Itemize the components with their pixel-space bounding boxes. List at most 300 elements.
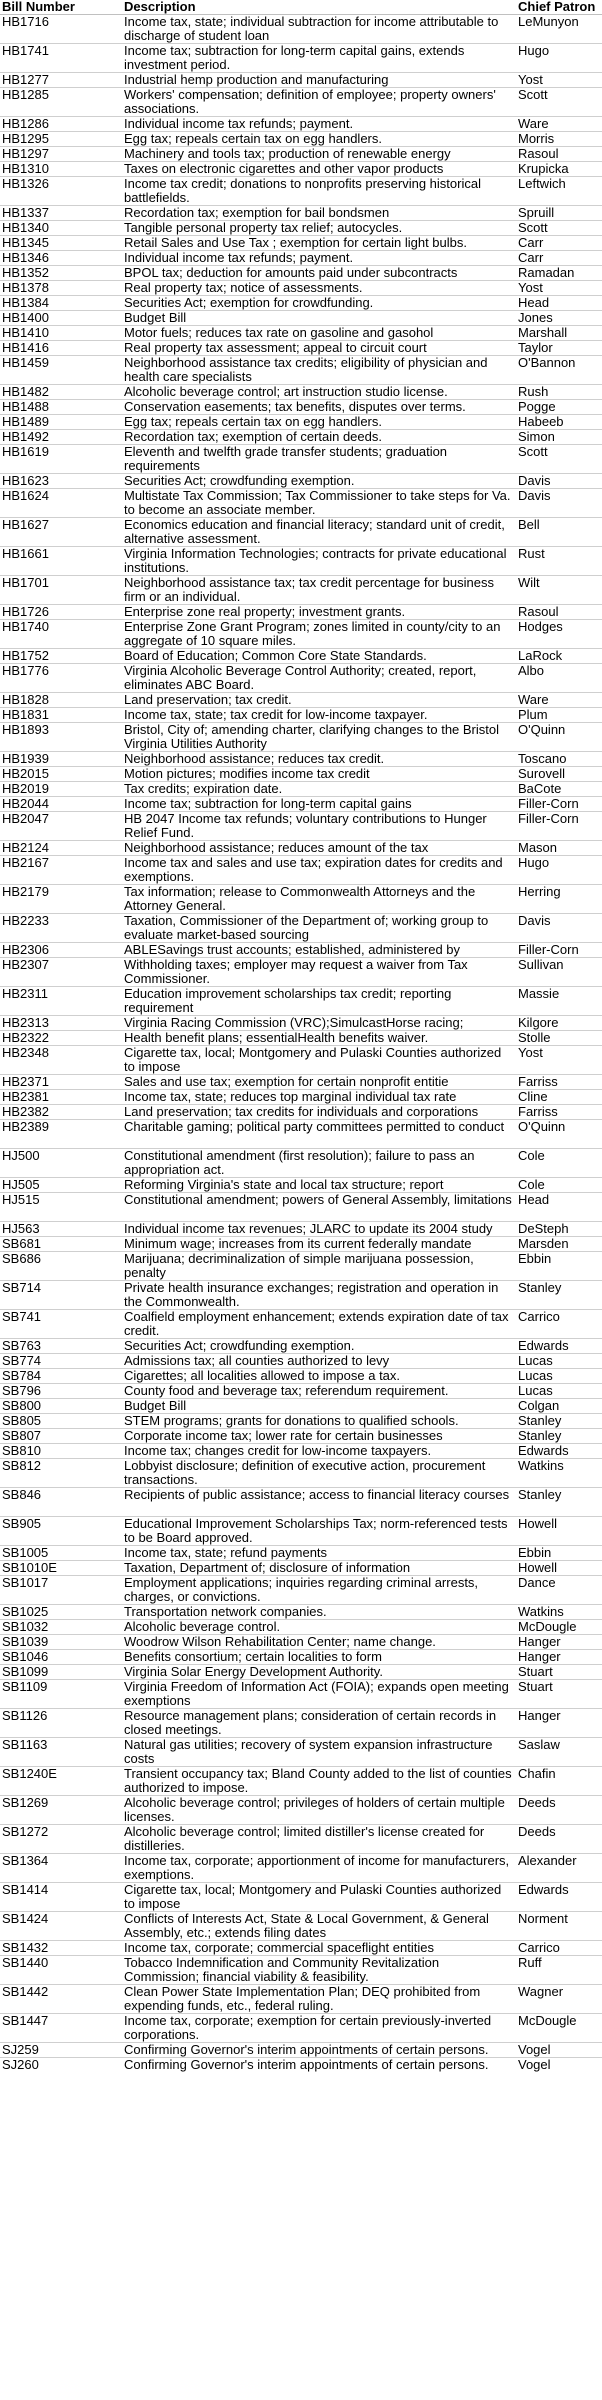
- chief-patron-cell: Yost: [516, 73, 602, 88]
- chief-patron-cell: Rasoul: [516, 605, 602, 620]
- description-cell: Multistate Tax Commission; Tax Commissioner to take steps for Va. to become an associate member.: [122, 489, 516, 518]
- table-row: [0, 856, 602, 885]
- bill-number-cell: SB1126: [0, 1709, 122, 1738]
- bill-number-cell: SB714: [0, 1281, 122, 1310]
- description-cell: Transient occupancy tax; Bland County added to the list of counties authorized to impose.: [122, 1767, 516, 1796]
- bill-number-cell: HB1340: [0, 221, 122, 236]
- table-row: [0, 1310, 602, 1339]
- description-cell: Tax credits; expiration date.: [122, 782, 516, 797]
- chief-patron-cell: Hanger: [516, 1709, 602, 1738]
- description-cell: Resource management plans; consideration of certain records in closed meetings.: [122, 1709, 516, 1738]
- table-row: [0, 356, 602, 385]
- table-row: [0, 1075, 602, 1090]
- chief-patron-cell: Davis: [516, 914, 602, 943]
- table-row: [0, 547, 602, 576]
- bill-number-cell: HB1831: [0, 708, 122, 723]
- table-row: [0, 430, 602, 445]
- chief-patron-cell: Sullivan: [516, 958, 602, 987]
- description-cell: Charitable gaming; political party committees permitted to conduct: [122, 1120, 516, 1149]
- description-cell: Egg tax; repeals certain tax on egg handlers.: [122, 415, 516, 430]
- bill-number-cell: SB681: [0, 1237, 122, 1252]
- description-cell: Constitutional amendment (first resolution); failure to pass an appropriation act.: [122, 1149, 516, 1178]
- description-cell: Board of Education; Common Core State Standards.: [122, 649, 516, 664]
- chief-patron-cell: Kilgore: [516, 1016, 602, 1031]
- bill-number-cell: SB800: [0, 1399, 122, 1414]
- description-cell: Motion pictures; modifies income tax credit: [122, 767, 516, 782]
- bill-number-cell: HB2322: [0, 1031, 122, 1046]
- chief-patron-cell: Stanley: [516, 1281, 602, 1310]
- chief-patron-cell: Ruff: [516, 1956, 602, 1985]
- table-row: [0, 1680, 602, 1709]
- chief-patron-cell: Yost: [516, 1046, 602, 1075]
- description-cell: ABLESavings trust accounts; established, administered by: [122, 943, 516, 958]
- description-cell: Land preservation; tax credits for individuals and corporations: [122, 1105, 516, 1120]
- bill-number-cell: HB1619: [0, 445, 122, 474]
- bill-number-cell: HB1345: [0, 236, 122, 251]
- chief-patron-cell: Morris: [516, 132, 602, 147]
- bill-number-cell: HB1337: [0, 206, 122, 221]
- bill-number-cell: HJ505: [0, 1178, 122, 1193]
- bill-number-cell: SB1272: [0, 1825, 122, 1854]
- description-cell: Confirming Governor's interim appointments of certain persons.: [122, 2058, 516, 2073]
- table-row: [0, 1635, 602, 1650]
- table-row: [0, 1237, 602, 1252]
- description-cell: BPOL tax; deduction for amounts paid under subcontracts: [122, 266, 516, 281]
- table-row: [0, 1339, 602, 1354]
- table-row: [0, 2043, 602, 2058]
- chief-patron-cell: Watkins: [516, 1459, 602, 1488]
- table-row: [0, 1709, 602, 1738]
- description-cell: Taxation, Department of; disclosure of information: [122, 1561, 516, 1576]
- bill-number-cell: SB805: [0, 1414, 122, 1429]
- table-row: [0, 162, 602, 177]
- chief-patron-cell: Edwards: [516, 1883, 602, 1912]
- bill-number-cell: HB1828: [0, 693, 122, 708]
- bill-number-cell: HB1776: [0, 664, 122, 693]
- table-row: [0, 296, 602, 311]
- table-row: [0, 987, 602, 1016]
- table-row: [0, 385, 602, 400]
- description-cell: Budget Bill: [122, 1399, 516, 1414]
- description-cell: Natural gas utilities; recovery of system expansion infrastructure costs: [122, 1738, 516, 1767]
- chief-patron-cell: Massie: [516, 987, 602, 1016]
- description-cell: Machinery and tools tax; production of renewable energy: [122, 147, 516, 162]
- table-row: [0, 518, 602, 547]
- table-row: [0, 1985, 602, 2014]
- description-cell: Securities Act; crowdfunding exemption.: [122, 1339, 516, 1354]
- description-cell: Confirming Governor's interim appointments of certain persons.: [122, 2043, 516, 2058]
- bill-number-cell: SJ260: [0, 2058, 122, 2073]
- bill-number-cell: HB2389: [0, 1120, 122, 1149]
- table-row: [0, 1956, 602, 1985]
- bill-number-cell: HB1740: [0, 620, 122, 649]
- description-cell: Virginia Information Technologies; contracts for private educational institutions.: [122, 547, 516, 576]
- bill-number-cell: HB2382: [0, 1105, 122, 1120]
- chief-patron-cell: McDougle: [516, 1620, 602, 1635]
- table-row: [0, 1665, 602, 1680]
- description-cell: Income tax and sales and use tax; expiration dates for credits and exemptions.: [122, 856, 516, 885]
- table-row: [0, 1281, 602, 1310]
- chief-patron-cell: Ramadan: [516, 266, 602, 281]
- chief-patron-cell: Ebbin: [516, 1546, 602, 1561]
- chief-patron-cell: Lucas: [516, 1354, 602, 1369]
- description-cell: Recordation tax; exemption of certain deeds.: [122, 430, 516, 445]
- bill-number-cell: SB1424: [0, 1912, 122, 1941]
- description-cell: Marijuana; decriminalization of simple marijuana possession, penalty: [122, 1252, 516, 1281]
- chief-patron-cell: Howell: [516, 1561, 602, 1576]
- chief-patron-cell: Filler-Corn: [516, 797, 602, 812]
- bill-number-cell: HB1893: [0, 723, 122, 752]
- chief-patron-cell: Edwards: [516, 1444, 602, 1459]
- chief-patron-cell: Mason: [516, 841, 602, 856]
- chief-patron-cell: LeMunyon: [516, 15, 602, 44]
- bill-number-cell: HB1295: [0, 132, 122, 147]
- description-cell: Enterprise zone real property; investment grants.: [122, 605, 516, 620]
- chief-patron-cell: Habeeb: [516, 415, 602, 430]
- bill-number-cell: HB1701: [0, 576, 122, 605]
- bill-number-cell: HJ563: [0, 1222, 122, 1237]
- chief-patron-cell: Marsden: [516, 1237, 602, 1252]
- bill-number-cell: HB1297: [0, 147, 122, 162]
- bill-number-cell: HB2179: [0, 885, 122, 914]
- chief-patron-cell: Farriss: [516, 1105, 602, 1120]
- description-cell: Income tax, state; tax credit for low-income taxpayer.: [122, 708, 516, 723]
- bill-number-cell: SB1240E: [0, 1767, 122, 1796]
- bill-number-cell: HB1741: [0, 44, 122, 73]
- table-row: [0, 251, 602, 266]
- chief-patron-cell: Stanley: [516, 1429, 602, 1444]
- bill-number-cell: SJ259: [0, 2043, 122, 2058]
- chief-patron-cell: Deeds: [516, 1825, 602, 1854]
- bill-number-cell: HB1661: [0, 547, 122, 576]
- chief-patron-cell: Saslaw: [516, 1738, 602, 1767]
- description-cell: Workers' compensation; definition of employee; property owners' associations.: [122, 88, 516, 117]
- table-row: [0, 1384, 602, 1399]
- description-cell: Recipients of public assistance; access to financial literacy courses: [122, 1488, 516, 1517]
- description-cell: Cigarette tax, local; Montgomery and Pulaski Counties authorized to impose: [122, 1883, 516, 1912]
- bill-number-cell: HB1346: [0, 251, 122, 266]
- table-row: [0, 1193, 602, 1222]
- table-row: [0, 1222, 602, 1237]
- description-cell: Conflicts of Interests Act, State & Local Government, & General Assembly, etc.; extends filing dates: [122, 1912, 516, 1941]
- description-cell: Benefits consortium; certain localities to form: [122, 1650, 516, 1665]
- chief-patron-cell: Plum: [516, 708, 602, 723]
- table-row: [0, 1090, 602, 1105]
- description-cell: Withholding taxes; employer may request a waiver from Tax Commissioner.: [122, 958, 516, 987]
- bill-number-cell: HB2306: [0, 943, 122, 958]
- table-row: [0, 693, 602, 708]
- description-cell: Recordation tax; exemption for bail bondsmen: [122, 206, 516, 221]
- table-row: [0, 1178, 602, 1193]
- bill-number-cell: HB2124: [0, 841, 122, 856]
- description-cell: Reforming Virginia's state and local tax structure; report: [122, 1178, 516, 1193]
- chief-patron-cell: Rush: [516, 385, 602, 400]
- bill-number-cell: HB2047: [0, 812, 122, 841]
- chief-patron-cell: Yost: [516, 281, 602, 296]
- description-cell: Economics education and financial literacy; standard unit of credit, alternative assessment.: [122, 518, 516, 547]
- bill-number-cell: HB2348: [0, 1046, 122, 1075]
- table-row: [0, 1517, 602, 1546]
- table-row: [0, 620, 602, 649]
- table-row: [0, 708, 602, 723]
- table-row: [0, 206, 602, 221]
- chief-patron-cell: Stolle: [516, 1031, 602, 1046]
- description-cell: Budget Bill: [122, 311, 516, 326]
- table-row: [0, 88, 602, 117]
- chief-patron-cell: Bell: [516, 518, 602, 547]
- table-row: [0, 117, 602, 132]
- description-cell: Alcoholic beverage control.: [122, 1620, 516, 1635]
- bill-number-cell: HJ500: [0, 1149, 122, 1178]
- chief-patron-cell: Ware: [516, 693, 602, 708]
- description-cell: Virginia Racing Commission (VRC);SimulcastHorse racing;: [122, 1016, 516, 1031]
- description-cell: Income tax; subtraction for long-term capital gains, extends investment period.: [122, 44, 516, 73]
- bill-number-cell: SB741: [0, 1310, 122, 1339]
- description-cell: Virginia Solar Energy Development Authority.: [122, 1665, 516, 1680]
- bill-number-cell: HB2233: [0, 914, 122, 943]
- chief-patron-cell: Albo: [516, 664, 602, 693]
- table-row: [0, 1444, 602, 1459]
- bill-number-cell: HB2307: [0, 958, 122, 987]
- chief-patron-cell: O'Quinn: [516, 723, 602, 752]
- table-row: [0, 1149, 602, 1178]
- bill-number-cell: SB1440: [0, 1956, 122, 1985]
- bill-number-cell: HB1488: [0, 400, 122, 415]
- chief-patron-cell: Wilt: [516, 576, 602, 605]
- chief-patron-cell: Carr: [516, 236, 602, 251]
- table-row: [0, 1369, 602, 1384]
- table-row: [0, 266, 602, 281]
- table-row: [0, 73, 602, 88]
- column-header-description: Description: [122, 0, 516, 15]
- table-row: [0, 605, 602, 620]
- chief-patron-cell: Scott: [516, 88, 602, 117]
- bill-number-cell: SB810: [0, 1444, 122, 1459]
- bill-number-cell: HB1939: [0, 752, 122, 767]
- table-row: [0, 1414, 602, 1429]
- description-cell: Income tax, corporate; commercial spaceflight entities: [122, 1941, 516, 1956]
- table-row: [0, 474, 602, 489]
- description-cell: Transportation network companies.: [122, 1605, 516, 1620]
- bill-number-cell: HB2311: [0, 987, 122, 1016]
- bill-number-cell: HB1410: [0, 326, 122, 341]
- table-row: [0, 400, 602, 415]
- bill-number-cell: SB812: [0, 1459, 122, 1488]
- description-cell: Conservation easements; tax benefits, disputes over terms.: [122, 400, 516, 415]
- table-row: [0, 132, 602, 147]
- chief-patron-cell: Jones: [516, 311, 602, 326]
- table-row: [0, 2058, 602, 2073]
- bill-number-cell: HB2371: [0, 1075, 122, 1090]
- description-cell: Securities Act; crowdfunding exemption.: [122, 474, 516, 489]
- chief-patron-cell: Toscano: [516, 752, 602, 767]
- chief-patron-cell: Hugo: [516, 44, 602, 73]
- description-cell: Income tax; subtraction for long-term capital gains: [122, 797, 516, 812]
- table-row: [0, 281, 602, 296]
- table-body: [0, 15, 602, 2073]
- bill-number-cell: SB1364: [0, 1854, 122, 1883]
- bill-number-cell: SB1442: [0, 1985, 122, 2014]
- description-cell: Individual income tax revenues; JLARC to update its 2004 study: [122, 1222, 516, 1237]
- description-cell: Income tax credit; donations to nonprofits preserving historical battlefields.: [122, 177, 516, 206]
- bill-number-cell: HB1285: [0, 88, 122, 117]
- chief-patron-cell: O'Quinn: [516, 1120, 602, 1149]
- chief-patron-cell: Chafin: [516, 1767, 602, 1796]
- table-row: [0, 15, 602, 44]
- table-row: [0, 576, 602, 605]
- chief-patron-cell: Stanley: [516, 1488, 602, 1517]
- table-row: [0, 943, 602, 958]
- description-cell: Income tax, corporate; exemption for certain previously-inverted corporations.: [122, 2014, 516, 2043]
- chief-patron-cell: Simon: [516, 430, 602, 445]
- bill-number-cell: HB1416: [0, 341, 122, 356]
- table-row: [0, 1046, 602, 1075]
- chief-patron-cell: Marshall: [516, 326, 602, 341]
- table-row: [0, 812, 602, 841]
- bill-number-cell: HB1459: [0, 356, 122, 385]
- chief-patron-cell: LaRock: [516, 649, 602, 664]
- chief-patron-cell: Spruill: [516, 206, 602, 221]
- bill-number-cell: SB686: [0, 1252, 122, 1281]
- description-cell: Health benefit plans; essentialHealth benefits waiver.: [122, 1031, 516, 1046]
- table-row: [0, 1941, 602, 1956]
- description-cell: Real property tax; notice of assessments.: [122, 281, 516, 296]
- chief-patron-cell: Vogel: [516, 2058, 602, 2073]
- chief-patron-cell: Stuart: [516, 1680, 602, 1709]
- chief-patron-cell: Cole: [516, 1149, 602, 1178]
- bill-number-cell: SB1269: [0, 1796, 122, 1825]
- description-cell: Lobbyist disclosure; definition of executive action, procurement transactions.: [122, 1459, 516, 1488]
- bill-number-cell: HB1492: [0, 430, 122, 445]
- description-cell: Income tax, state; refund payments: [122, 1546, 516, 1561]
- description-cell: HB 2047 Income tax refunds; voluntary contributions to Hunger Relief Fund.: [122, 812, 516, 841]
- bill-number-cell: SB1046: [0, 1650, 122, 1665]
- bill-number-cell: SB846: [0, 1488, 122, 1517]
- table-row: [0, 885, 602, 914]
- table-row: [0, 147, 602, 162]
- table-row: [0, 1120, 602, 1149]
- description-cell: Alcoholic beverage control; art instruction studio license.: [122, 385, 516, 400]
- chief-patron-cell: Pogge: [516, 400, 602, 415]
- bill-number-cell: HB1726: [0, 605, 122, 620]
- description-cell: Taxation, Commissioner of the Department of; working group to evaluate market-based sourcing: [122, 914, 516, 943]
- table-row: [0, 958, 602, 987]
- chief-patron-cell: Carrico: [516, 1941, 602, 1956]
- description-cell: Retail Sales and Use Tax ; exemption for certain light bulbs.: [122, 236, 516, 251]
- chief-patron-cell: Ebbin: [516, 1252, 602, 1281]
- bill-number-cell: HB2167: [0, 856, 122, 885]
- table-row: [0, 445, 602, 474]
- bill-number-cell: HB1482: [0, 385, 122, 400]
- table-row: [0, 1252, 602, 1281]
- description-cell: Virginia Freedom of Information Act (FOIA); expands open meeting exemptions: [122, 1680, 516, 1709]
- chief-patron-cell: Hanger: [516, 1635, 602, 1650]
- description-cell: Clean Power State Implementation Plan; DEQ prohibited from expending funds, etc., federal ruling.: [122, 1985, 516, 2014]
- chief-patron-cell: Watkins: [516, 1605, 602, 1620]
- description-cell: Taxes on electronic cigarettes and other vapor products: [122, 162, 516, 177]
- bill-number-cell: SB905: [0, 1517, 122, 1546]
- chief-patron-cell: Hodges: [516, 620, 602, 649]
- table-row: [0, 1738, 602, 1767]
- bill-number-cell: HB1378: [0, 281, 122, 296]
- table-row: [0, 914, 602, 943]
- chief-patron-cell: Norment: [516, 1912, 602, 1941]
- table-row: [0, 1354, 602, 1369]
- chief-patron-cell: BaCote: [516, 782, 602, 797]
- chief-patron-cell: Filler-Corn: [516, 943, 602, 958]
- chief-patron-cell: Lucas: [516, 1369, 602, 1384]
- description-cell: Corporate income tax; lower rate for certain businesses: [122, 1429, 516, 1444]
- chief-patron-cell: Krupicka: [516, 162, 602, 177]
- chief-patron-cell: Vogel: [516, 2043, 602, 2058]
- bill-number-cell: SB1447: [0, 2014, 122, 2043]
- table-row: [0, 1883, 602, 1912]
- chief-patron-cell: Cline: [516, 1090, 602, 1105]
- column-header-chief-patron: Chief Patron: [516, 0, 602, 15]
- bill-number-cell: SB1025: [0, 1605, 122, 1620]
- bill-number-cell: HB1286: [0, 117, 122, 132]
- bill-number-cell: HB2019: [0, 782, 122, 797]
- table-row: [0, 1767, 602, 1796]
- chief-patron-cell: Herring: [516, 885, 602, 914]
- description-cell: Bristol, City of; amending charter, clarifying changes to the Bristol Virginia Utilities Authority: [122, 723, 516, 752]
- description-cell: Admissions tax; all counties authorized to levy: [122, 1354, 516, 1369]
- bill-number-cell: HB1752: [0, 649, 122, 664]
- bill-number-cell: HJ515: [0, 1193, 122, 1222]
- chief-patron-cell: Wagner: [516, 1985, 602, 2014]
- chief-patron-cell: O'Bannon: [516, 356, 602, 385]
- table-row: [0, 311, 602, 326]
- description-cell: Educational Improvement Scholarships Tax; norm-referenced tests to be Board approved.: [122, 1517, 516, 1546]
- bill-number-cell: HB1400: [0, 311, 122, 326]
- chief-patron-cell: Head: [516, 1193, 602, 1222]
- bill-number-cell: SB1099: [0, 1665, 122, 1680]
- bill-number-cell: SB1017: [0, 1576, 122, 1605]
- description-cell: Individual income tax refunds; payment.: [122, 251, 516, 266]
- bill-number-cell: HB1310: [0, 162, 122, 177]
- bill-number-cell: SB774: [0, 1354, 122, 1369]
- table-row: [0, 2014, 602, 2043]
- description-cell: Constitutional amendment; powers of General Assembly, limitations: [122, 1193, 516, 1222]
- chief-patron-cell: Carr: [516, 251, 602, 266]
- description-cell: Tangible personal property tax relief; autocycles.: [122, 221, 516, 236]
- chief-patron-cell: Ware: [516, 117, 602, 132]
- description-cell: Motor fuels; reduces tax rate on gasoline and gasohol: [122, 326, 516, 341]
- chief-patron-cell: Davis: [516, 489, 602, 518]
- chief-patron-cell: Stuart: [516, 1665, 602, 1680]
- table-row: [0, 1031, 602, 1046]
- chief-patron-cell: Rasoul: [516, 147, 602, 162]
- table-row: [0, 341, 602, 356]
- table-row: [0, 1825, 602, 1854]
- description-cell: Enterprise Zone Grant Program; zones limited in county/city to an aggregate of 10 square miles.: [122, 620, 516, 649]
- description-cell: Neighborhood assistance tax credits; eligibility of physician and health care specialists: [122, 356, 516, 385]
- table-row: [0, 664, 602, 693]
- bill-number-cell: SB1005: [0, 1546, 122, 1561]
- table-row: [0, 415, 602, 430]
- table-row: [0, 841, 602, 856]
- chief-patron-cell: Howell: [516, 1517, 602, 1546]
- bill-number-cell: SB1109: [0, 1680, 122, 1709]
- table-row: [0, 767, 602, 782]
- chief-patron-cell: Surovell: [516, 767, 602, 782]
- chief-patron-cell: Edwards: [516, 1339, 602, 1354]
- table-row: [0, 752, 602, 767]
- bill-number-cell: SB807: [0, 1429, 122, 1444]
- description-cell: Securities Act; exemption for crowdfunding.: [122, 296, 516, 311]
- description-cell: Income tax; changes credit for low-income taxpayers.: [122, 1444, 516, 1459]
- bill-number-cell: SB1039: [0, 1635, 122, 1650]
